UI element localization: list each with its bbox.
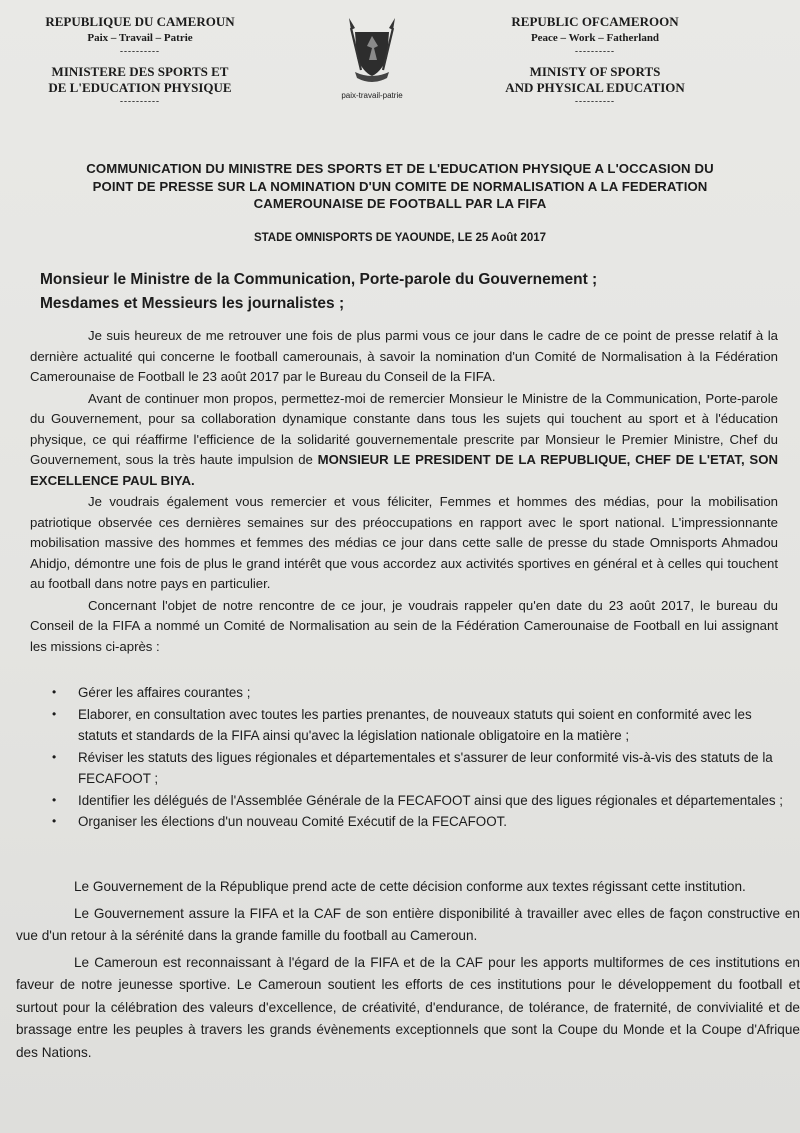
list-item: • Organiser les élections d'un nouveau Comité Exécutif de la FECAFOOT. [48,811,790,833]
title-line: POINT DE PRESSE SUR LA NOMINATION D'UN COMITE DE NORMALISATION A LA FEDERATION [92,178,708,194]
emblem-caption: paix-travail-patrie [341,91,403,100]
paragraph: Le Cameroun est reconnaissant à l'égard de la FIFA et de la CAF pour les apports multiformes de ces institutions en faveur de notre jeunesse sportive. Le Cameroun soutient les efforts de ces institutions pour le développement du football et surtout pour la célébration des valeurs d'excellence, de créativité, d'endurance, de tolérance, de fraternité, de convivialité et de brassage entre les peuples à travers les grands évènements exceptionnels que sont la Coupe du Monde et la Coupe d'Afrique des Nations. [16,954,800,1060]
place-and-date: STADE OMNISPORTS DE YAOUNDE, LE 25 Août 2017 [253,232,547,244]
separator: ---------- [575,96,615,106]
president-title: MONSIEUR LE PRESIDENT DE LA REPUBLIQUE, CHEF DE L'ETAT, SON EXCELLENCE PAUL BIYA. [30,452,778,488]
body-text [30,326,778,657]
ministry-name-fr-line2: DE L'EDUCATION PHYSIQUE [48,80,232,95]
closing-text [16,876,800,1064]
separator: ---------- [120,46,160,56]
country-name-fr: REPUBLIQUE DU CAMEROUN [45,14,235,29]
paragraph: Concernant l'objet de notre rencontre de ce jour, je voudrais rappeler qu'en date du 23 août 2017, le bureau du Conseil de la FIFA a nommé un Comité de Normalisation au sein de la Fédération Camerounaise de Football en lui assignant les missions ci-après : [30,597,778,654]
list-item: • Elaborer, en consultation avec toutes les parties prenantes, de nouveaux statuts qui soient en conformité avec les statuts et standards de la FIFA ainsi qu'avec la législation nationale obligatoire en la matière ; [48,704,790,747]
coat-of-arms-icon [341,14,403,88]
coat-of-arms [326,14,418,100]
paragraph: Je suis heureux de me retrouver une fois de plus parmi vous ce jour dans le cadre de ce point de presse relatif à la dernière actualité qui concerne le football camerounais, à savoir la nomination d'un Comité de Normalisation à la Fédération Camerounaise de Football le 23 août 2017 par le Bureau du Conseil de la FIFA. [30,328,778,384]
list-item: • Identifier les délégués de l'Assemblée Générale de la FECAFOOT ainsi que des ligues régionales et départementales ; [48,790,790,812]
salutation [40,268,780,316]
paragraph [30,389,778,492]
header-left [20,14,260,106]
title-line: COMMUNICATION DU MINISTRE DES SPORTS ET DE L'EDUCATION PHYSIQUE A L'OCCASION DU [86,161,714,176]
motto-en: Peace – Work – Fatherland [530,32,660,44]
missions-list [48,682,790,833]
ministry-name-fr-line1: MINISTERE DES SPORTS ET [51,64,229,79]
paragraph: Je voudrais également vous remercier et vous féliciter, Femmes et hommes des médias, pour la mobilisation patriotique observée ces dernières semaines sur des préoccupations en rapport avec le sport national. L'impressionnante mobilisation massive des hommes et femmes des médias ce jour dans cette salle de presse du stade Omnisports Ahmadou Ahidjo, démontre une fois de plus le grand intérêt que vous accordez aux activités sportives en général et à celles qui touchent au football dans notre pays en particulier. [30,494,778,591]
country-name-en: REPUBLIC OFCAMEROON [511,14,679,29]
header-right [480,14,710,106]
salutation-line: Mesdames et Messieurs les journalistes ; [40,295,345,312]
separator: ---------- [575,46,615,56]
list-item: • Réviser les statuts des ligues régionales et départementales et s'assurer de leur conformité vis-à-vis des statuts de la FECAFOOT ; [48,747,790,790]
motto-fr: Paix – Travail – Patrie [87,32,193,44]
paragraph: Le Gouvernement de la République prend acte de cette décision conforme aux textes régissant cette institution. [74,879,746,894]
paragraph-text: Avant de continuer mon propos, permettez-moi de remercier Monsieur le Ministre de la Communication, Porte-parole du Gouvernement, pour sa collaboration dynamique constante dans tous les sujets qui touchent au sport et à l'éducation physique, ce qui réaffirme l'efficience de la solidarité gouvernementale prescrite par Monsieur le Premier Ministre, Chef du Gouvernement, sous la très haute impulsion de [30,390,778,467]
paragraph: Le Gouvernement assure la FIFA et la CAF de son entière disponibilité à travailler avec elles de façon constructive en vue d'un retour à la sérénité dans la grande famille du football au Cameroun. [16,905,800,943]
ministry-name-en-line2: AND PHYSICAL EDUCATION [505,80,685,95]
salutation-line: Monsieur le Ministre de la Communication, Porte-parole du Gouvernement ; [40,271,598,288]
title-line: CAMEROUNAISE DE FOOTBALL PAR LA FIFA [253,196,547,211]
separator: ---------- [120,96,160,106]
list-item: • Gérer les affaires courantes ; [48,682,790,704]
document-title [30,160,770,213]
ministry-name-en-line1: MINISTY OF SPORTS [529,64,661,79]
